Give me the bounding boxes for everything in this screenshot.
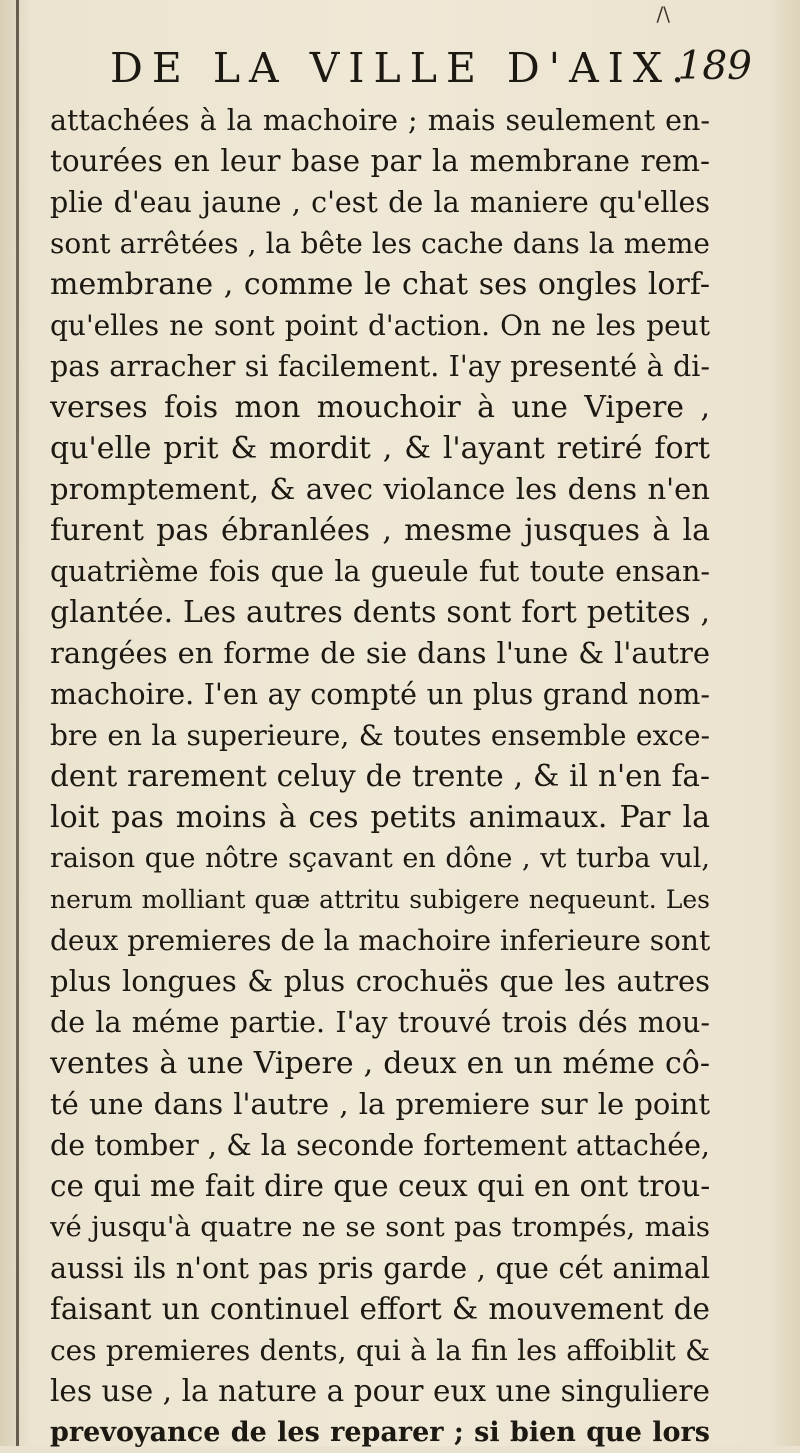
text-line: de tomber , & la seconde fortement attachée, xyxy=(50,1129,710,1162)
text-line: aussi ils n'ont pas pris garde , que cét animal xyxy=(50,1252,710,1285)
text-line: ventes à une Vipere , deux en un méme cô- xyxy=(50,1046,710,1081)
text-line: dent rarement celuy de trente , & il n'en fa- xyxy=(50,759,710,793)
text-line: glantée. Les autres dents sont fort petites , xyxy=(50,595,710,630)
text-line: plie d'eau jaune , c'est de la maniere qu'elles xyxy=(50,186,710,219)
page-number: 189 xyxy=(677,44,752,89)
text-line: nerum molliant quæ attritu subigere nequeunt. Les xyxy=(50,885,710,914)
text-line: prevoyance de les reparer ; si bien que lors xyxy=(50,1417,710,1448)
text-line: de la méme partie. I'ay trouvé trois dés mou- xyxy=(50,1006,710,1039)
text-line: loit pas moins à ces petits animaux. Par la xyxy=(50,800,710,835)
text-line: vé jusqu'à quatre ne se sont pas trompés, mais xyxy=(50,1211,710,1243)
text-line: deux premieres de la machoire inferieure sont xyxy=(50,924,710,957)
text-line: raison que nôtre sçavant en dône , vt turba vul, xyxy=(50,843,710,874)
corner-mark: /\ xyxy=(656,2,670,26)
text-line: bre en la superieure, & toutes ensemble exce- xyxy=(50,719,710,752)
text-line: attachées à la machoire ; mais seulement en- xyxy=(50,104,710,137)
text-line: faisant un continuel effort & mouvement de xyxy=(50,1292,710,1326)
running-title: DE LA VILLE D'AIX. xyxy=(110,44,694,92)
text-line: qu'elles ne sont point d'action. On ne les peut xyxy=(50,309,710,342)
text-line: qu'elle prit & mordit , & l'ayant retiré fort xyxy=(50,431,710,466)
body-text xyxy=(50,100,710,1453)
text-line: ce qui me fait dire que ceux qui en ont trou- xyxy=(50,1169,710,1203)
page-header xyxy=(110,44,752,94)
text-line: membrane , comme le chat ses ongles lorf- xyxy=(50,267,710,302)
text-line: rangées en forme de sie dans l'une & l'autre xyxy=(50,636,710,670)
binding-gutter xyxy=(16,0,19,1446)
text-line: plus longues & plus crochuës que les autres xyxy=(50,964,710,998)
text-line: promptement, & avec violance les dens n'en xyxy=(50,472,710,506)
text-line: machoire. I'en ay compté un plus grand nom- xyxy=(50,678,710,711)
text-line: tourées en leur base par la membrane rem- xyxy=(50,144,710,178)
text-line: sont arrêtées , la bête les cache dans la meme xyxy=(50,227,710,260)
text-line: ces premieres dents, qui à la fin les affoiblit & xyxy=(50,1334,710,1367)
text-line: té une dans l'autre , la premiere sur le point xyxy=(50,1087,710,1121)
text-line: quatrième fois que la gueule fut toute ensan- xyxy=(50,555,710,588)
text-line: verses fois mon mouchoir à une Vipere , xyxy=(50,390,710,425)
text-line: furent pas ébranlées , mesme jusques à la xyxy=(50,513,710,548)
text-line: les use , la nature a pour eux une singuliere xyxy=(50,1374,710,1408)
text-line: pas arracher si facilement. I'ay presenté à di- xyxy=(50,350,710,383)
